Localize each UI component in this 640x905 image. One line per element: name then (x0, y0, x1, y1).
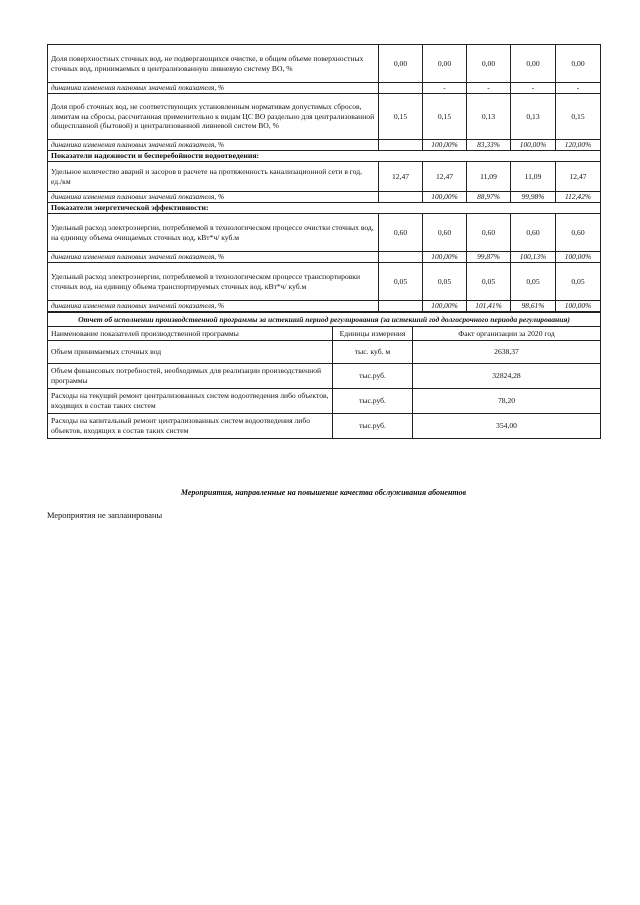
indicator-value: 0,15 (379, 94, 423, 140)
dynamics-value: 100,00% (423, 192, 467, 203)
report-header-fact: Факт организации за 2020 год (413, 327, 601, 341)
report-row-unit: тыс.руб. (333, 389, 413, 414)
dynamics-value: 100,00% (556, 301, 601, 312)
indicator-value: 0,15 (423, 94, 467, 140)
dynamics-label: динамика изменения плановых значений показателя, % (48, 252, 379, 263)
dynamics-value (379, 301, 423, 312)
indicator-row (48, 162, 601, 192)
indicator-label: Удельный расход электроэнергии, потребляемой в технологическом процессе транспортировки сточных вод, на единицу объема транспортируемых сточных вод, кВт*ч/ куб.м (48, 263, 379, 301)
table-row (48, 364, 601, 389)
indicators-table (47, 44, 601, 312)
indicator-value: 0,00 (511, 45, 556, 83)
report-row-name: Расходы на текущий ремонт централизованных систем водоотведения либо объектов, входящих в состав таких систем (48, 389, 333, 414)
indicator-value: 11,09 (511, 162, 556, 192)
dynamics-value: 100,00% (423, 252, 467, 263)
indicator-value: 0,13 (511, 94, 556, 140)
dynamics-value: 100,13% (511, 252, 556, 263)
dynamics-value: 88,97% (467, 192, 511, 203)
dynamics-value: - (511, 83, 556, 94)
indicator-value: 0,05 (511, 263, 556, 301)
dynamics-value: 83,33% (467, 140, 511, 151)
dynamics-value: - (467, 83, 511, 94)
dynamics-value: - (556, 83, 601, 94)
indicator-value: 0,60 (556, 214, 601, 252)
indicator-value: 12,47 (423, 162, 467, 192)
indicator-row (48, 214, 601, 252)
indicator-value: 0,60 (467, 214, 511, 252)
section-title: Показатели надежности и бесперебойности водоотведения: (48, 151, 601, 162)
dynamics-label: динамика изменения плановых значений показателя, % (48, 140, 379, 151)
section-title: Показатели энергетической эффективности: (48, 203, 601, 214)
dynamics-value: 99,98% (511, 192, 556, 203)
dynamics-value (379, 192, 423, 203)
dynamics-label: динамика изменения плановых значений показателя, % (48, 192, 379, 203)
report-title: Отчет об исполнении производственной программы за истекший период регулирования (за истекший год долгосрочного периода регулирования) (48, 313, 601, 327)
dynamics-value: 98,61% (511, 301, 556, 312)
indicator-value: 0,15 (556, 94, 601, 140)
dynamics-value: 100,00% (511, 140, 556, 151)
report-row-fact: 78,20 (413, 389, 601, 414)
indicator-value: 0,05 (467, 263, 511, 301)
indicator-value: 0,13 (467, 94, 511, 140)
indicator-value: 11,09 (467, 162, 511, 192)
section-row (48, 203, 601, 214)
dynamics-row (48, 192, 601, 203)
dynamics-value: 101,41% (467, 301, 511, 312)
measures-heading: Мероприятия, направленные на повышение качества обслуживания абонентов (180, 488, 467, 497)
dynamics-value (379, 252, 423, 263)
indicator-value: 0,00 (467, 45, 511, 83)
dynamics-value: 112,42% (556, 192, 601, 203)
dynamics-value (379, 140, 423, 151)
indicator-value: 0,60 (423, 214, 467, 252)
dynamics-row (48, 301, 601, 312)
measures-text: Мероприятия не запланированы (47, 511, 163, 520)
indicator-row (48, 263, 601, 301)
dynamics-label: динамика изменения плановых значений показателя, % (48, 301, 379, 312)
report-header-name: Наименование показателей производственной программы (48, 327, 333, 341)
indicator-label: Удельное количество аварий и засоров в расчете на протяженность канализационной сети в год, ед./км (48, 162, 379, 192)
dynamics-value: 100,00% (423, 140, 467, 151)
indicator-value: 0,60 (511, 214, 556, 252)
indicator-label: Удельный расход электроэнергии, потребляемой в технологическом процессе очистки сточных вод, на единицу объема очищаемых сточных вод, кВт*ч/ куб.м (48, 214, 379, 252)
indicator-value: 0,00 (379, 45, 423, 83)
report-row-name: Объем принимаемых сточных вод (48, 341, 333, 364)
section-row (48, 151, 601, 162)
indicator-row (48, 94, 601, 140)
dynamics-row (48, 83, 601, 94)
dynamics-value (379, 83, 423, 94)
report-row-unit: тыс.руб. (333, 364, 413, 389)
indicator-value: 12,47 (379, 162, 423, 192)
indicator-label: Доля проб сточных вод, не соответствующих установленным нормативам допустимых сбросов, лимитам на сбросы, рассчитанная применительно к видам ЦС ВО раздельно для централизованной общесплавной (бытовой) и централизованной ливневой систем ВО, % (48, 94, 379, 140)
report-row-fact: 32824,28 (413, 364, 601, 389)
indicator-value: 0,05 (556, 263, 601, 301)
report-table (47, 312, 601, 439)
dynamics-row (48, 252, 601, 263)
indicator-value: 0,00 (556, 45, 601, 83)
report-row-name: Объем финансовых потребностей, необходимых для реализации производственной программы (48, 364, 333, 389)
indicator-row (48, 45, 601, 83)
indicator-value: 0,00 (423, 45, 467, 83)
dynamics-row (48, 140, 601, 151)
dynamics-value: 100,00% (423, 301, 467, 312)
indicator-value: 0,60 (379, 214, 423, 252)
report-row-name: Расходы на капитальный ремонт централизованных систем водоотведения либо объектов, входящих в состав таких систем (48, 414, 333, 439)
dynamics-value: 100,00% (556, 252, 601, 263)
dynamics-value: 120,00% (556, 140, 601, 151)
report-row-fact: 354,00 (413, 414, 601, 439)
document-page (47, 44, 600, 520)
dynamics-value: - (423, 83, 467, 94)
indicator-value: 0,05 (423, 263, 467, 301)
indicator-value: 0,05 (379, 263, 423, 301)
report-header-unit: Единицы измерения (333, 327, 413, 341)
indicator-value: 12,47 (556, 162, 601, 192)
report-row-fact: 2638,37 (413, 341, 601, 364)
table-row (48, 414, 601, 439)
dynamics-label: динамика изменения плановых значений показателя, % (48, 83, 379, 94)
dynamics-value: 99,87% (467, 252, 511, 263)
table-row (48, 389, 601, 414)
indicator-label: Доля поверхностных сточных вод, не подвергающихся очистке, в общем объеме поверхностных сточных вод, принимаемых в централизованную ливневую систему ВО, % (48, 45, 379, 83)
report-row-unit: тыс.руб. (333, 414, 413, 439)
report-row-unit: тыс. куб. м (333, 341, 413, 364)
table-row (48, 341, 601, 364)
